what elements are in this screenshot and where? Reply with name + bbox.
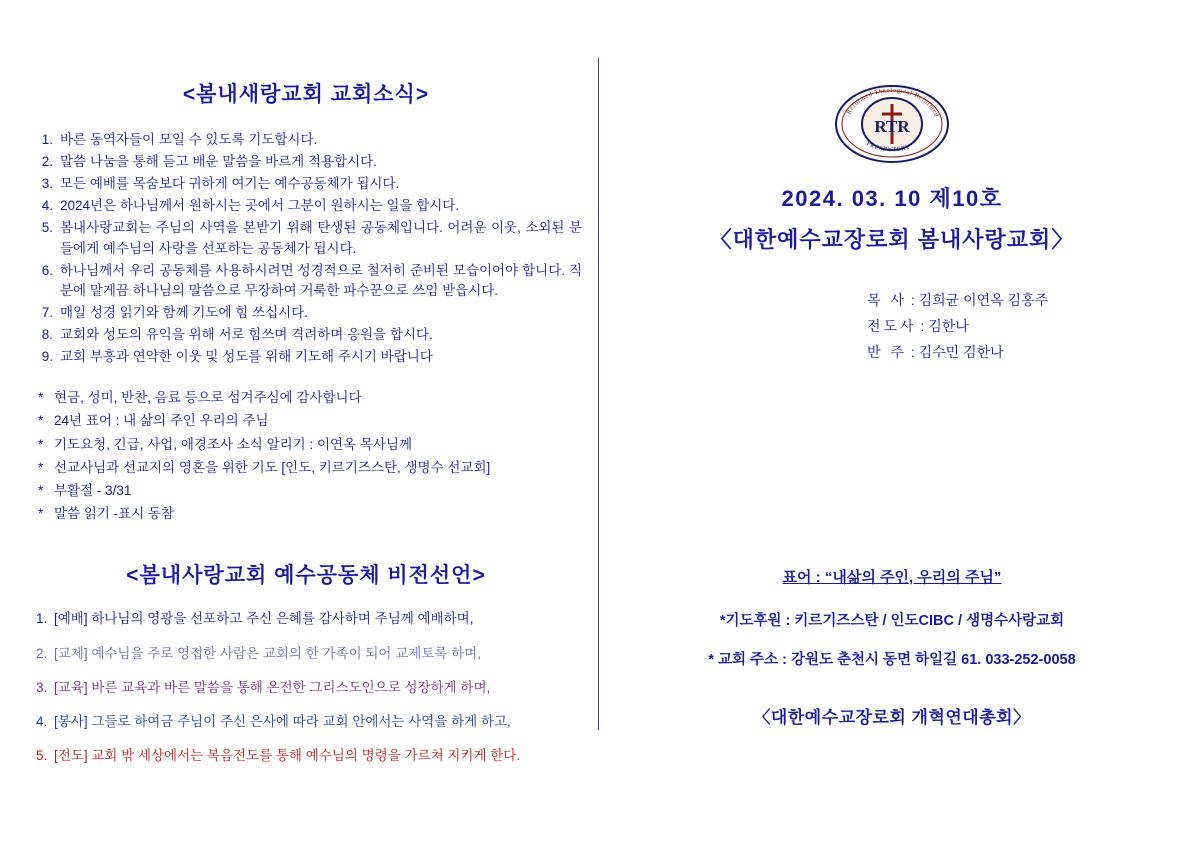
list-item-number: 6. — [41, 262, 53, 278]
list-item — [38, 152, 582, 173]
list-item-number: 8. — [41, 327, 53, 343]
list-item-text: [봉사] 그들로 하여금 주님이 주신 은사에 따라 교회 안에서는 사역을 하게 하고, — [54, 714, 511, 730]
list-item-number: 9. — [41, 349, 53, 365]
list-item-number: 7. — [41, 305, 53, 321]
list-item-number: 4. — [41, 197, 53, 213]
list-item-text: 2024년은 하나님께서 원하시는 곳에서 그분이 원하시는 일을 합시다. — [60, 197, 460, 213]
staff-role: 전도사 — [867, 317, 917, 334]
list-item — [38, 130, 582, 151]
list-item — [36, 644, 582, 664]
star-bullet-icon: * — [38, 506, 44, 522]
list-item-number: 1. — [41, 132, 53, 147]
list-item-number: 3. — [41, 175, 53, 191]
star-bullet-icon: * — [38, 459, 44, 475]
list-item-text: 기도요청, 긴급, 사업, 애경조사 소식 알리기 : 이연옥 목사님께 — [54, 436, 412, 452]
staff-role: 목 사 — [867, 292, 907, 308]
staff-row — [867, 340, 1027, 366]
list-item-number: 1. — [36, 611, 48, 627]
list-item — [38, 218, 582, 260]
vision-list — [36, 609, 582, 766]
list-item-number: 5. — [36, 748, 48, 764]
announcement-list — [38, 386, 582, 525]
list-item — [38, 325, 582, 346]
list-item-text: 모든 예배를 목숨보다 귀하게 여기는 예수공동체가 됩시다. — [60, 175, 400, 191]
church-seal-logo — [832, 82, 952, 166]
star-bullet-icon: * — [38, 436, 44, 452]
church-address-line: * 교회 주소 : 강원도 춘천시 동면 하일길 61. 033-252-0058 — [708, 651, 1076, 668]
list-item-text: [전도] 교회 밖 세상에서는 복음전도를 통해 예수님의 명령을 가르쳐 지키게 한다. — [54, 748, 521, 764]
list-item-text: [예배] 하나님의 영광을 선포하고 주신 은혜를 감사하며 주님께 예배하며, — [54, 611, 474, 627]
list-item-text: 매일 성경 읽기와 함께 기도에 힘 쓰십시다. — [60, 305, 308, 321]
issue-date: 2024. 03. 10 제10호 — [781, 186, 1003, 211]
list-item-number: 5. — [41, 219, 53, 235]
church-news-title: <봄내새랑교회 교회소식> — [182, 83, 430, 106]
list-item-text: 24년 표어 : 내 삶의 주인 우리의 주님 — [54, 413, 269, 429]
staff-names: : 김희균 이연옥 김홍주 — [910, 292, 1049, 308]
list-item-number: 4. — [36, 714, 48, 730]
year-slogan: 표어 : “내삶의 주인, 우리의 주님” — [782, 568, 1002, 586]
church-news-list — [38, 130, 582, 368]
star-bullet-icon: * — [38, 390, 44, 406]
list-item — [36, 609, 582, 629]
list-item-text: 부활절 - 3/31 — [54, 483, 132, 499]
list-item-text: 말씀 읽기 -표시 동참 — [54, 506, 175, 522]
list-item-text: [교육] 바른 교육과 바른 말씀을 통해 온전한 그리스도인으로 성장하게 하며, — [54, 679, 491, 695]
star-bullet-icon: * — [38, 413, 44, 429]
list-item-text: 선교사님과 선교지의 영혼을 위한 기도 [인도, 키르기즈스탄, 생명수 선교회] — [54, 459, 491, 475]
list-item — [38, 386, 582, 409]
list-item-text: 교회 부흥과 연약한 이웃 및 성도를 위해 기도해 주시기 바랍니다 — [60, 349, 433, 365]
list-item-text: 현금, 성미, 반찬, 음료 등으로 섬겨주심에 감사합니다 — [54, 390, 362, 406]
list-item — [36, 712, 582, 732]
list-item — [36, 678, 582, 698]
staff-row — [867, 314, 1027, 340]
church-name-heading: 〈대한예수교장로회 봄내사랑교회〉 — [709, 227, 1075, 252]
list-item-text: 봄내사랑교회는 주님의 사역을 본받기 위해 탄생된 공동체입니다. 어려운 이웃, 소외된 분들에게 예수님의 사랑을 선포하는 공동체가 됩시다. — [60, 219, 582, 256]
staff-names: : 김한나 — [920, 317, 969, 334]
list-item-text: 바른 동역자들이 모일 수 있도록 기도합시다. — [60, 132, 318, 147]
left-column — [30, 78, 582, 781]
list-item-text: [교제] 예수님을 주로 영접한 사람은 교회의 한 가족이 되어 교제토록 하며, — [54, 645, 481, 661]
denomination-footer: 〈대한예수교장로회 개혁연대총회〉 — [753, 707, 1031, 727]
list-item-number: 2. — [41, 153, 53, 169]
prayer-support-line: *기도후원 : 키르기즈스탄 / 인도CIBC / 생명수사랑교회 — [719, 612, 1065, 629]
vision-title: <봄내사랑교회 예수공동체 비전선언> — [126, 564, 486, 588]
staff-list — [757, 288, 1049, 366]
list-item-number: 2. — [36, 645, 48, 661]
list-item — [38, 502, 582, 525]
list-item — [38, 347, 582, 368]
staff-names: : 김수민 김한나 — [910, 343, 1004, 360]
list-item — [38, 456, 582, 479]
right-column — [612, 62, 1172, 728]
list-item — [38, 303, 582, 324]
list-item — [38, 433, 582, 456]
staff-role: 반 주 — [867, 343, 907, 360]
list-item-text: 교회와 성도의 유익을 위해 서로 힘쓰며 격려하며 응원을 합시다. — [60, 327, 433, 343]
list-item-text: 하나님께서 우리 공동체를 사용하시려면 성경적으로 철저히 준비된 모습이어야 합니다. 직분에 맡게끔 하나님의 말씀으로 무장하여 거룩한 파수꾼으로 쓰임 받읍시다. — [60, 262, 582, 299]
list-item-number: 3. — [36, 679, 48, 695]
list-item — [38, 261, 582, 303]
list-item — [38, 409, 582, 432]
staff-row — [867, 288, 1049, 314]
svg-text:RTR: RTR — [874, 117, 910, 136]
svg-text:PRESBYTERY: PRESBYTERY — [865, 141, 912, 154]
svg-text:Reformed Theological Reformed: Reformed Theological Reformed — [845, 86, 940, 119]
star-bullet-icon: * — [38, 483, 44, 499]
list-item — [36, 746, 582, 766]
list-item — [38, 479, 582, 502]
column-divider — [598, 58, 599, 730]
list-item — [38, 174, 582, 195]
list-item — [38, 196, 582, 217]
list-item-text: 말씀 나눔을 통해 듣고 배운 말씀을 바르게 적용합시다. — [60, 153, 377, 169]
